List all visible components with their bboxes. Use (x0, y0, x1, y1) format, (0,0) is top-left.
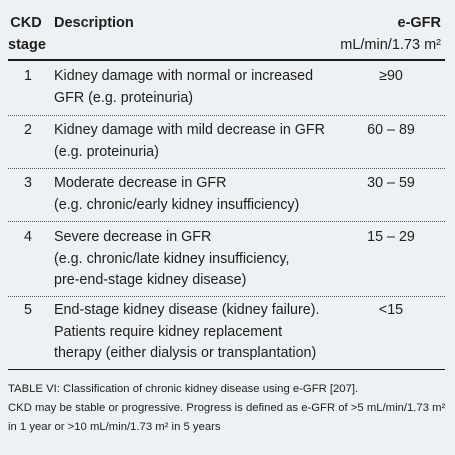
header-gfr-unit: mL/min/1.73 m² (340, 37, 441, 53)
row-divider (8, 221, 445, 222)
row-gfr: 30 – 59 (367, 175, 415, 191)
row-description-line: GFR (e.g. proteinuria) (54, 89, 194, 106)
header-divider (8, 59, 445, 61)
row-divider (8, 115, 445, 116)
row-description-line: Severe decrease in GFR (54, 229, 212, 245)
row-description-line: (e.g. chronic/early kidney insufficiency) (54, 196, 300, 213)
row-description-line: pre-end-stage kidney disease) (54, 272, 247, 288)
row-description (54, 227, 344, 292)
row-gfr: 15 – 29 (367, 229, 415, 245)
row-gfr: <15 (378, 302, 404, 318)
row-description (54, 300, 344, 365)
row-description-line: (e.g. proteinuria) (54, 143, 159, 160)
row-gfr: 60 – 89 (367, 122, 415, 138)
row-description-line: Kidney damage with normal or increased (54, 68, 314, 84)
row-description-line: Moderate decrease in GFR (54, 175, 227, 191)
table-header (0, 0, 455, 58)
row-stage: 1 (24, 68, 32, 84)
row-stage: 2 (24, 122, 32, 138)
row-divider (8, 168, 445, 169)
row-description-line: therapy (either dialysis or transplantation) (54, 345, 317, 361)
header-stage-line2: stage (8, 37, 46, 53)
row-description (54, 120, 344, 163)
header-gfr (340, 12, 441, 56)
row-gfr: ≥90 (379, 68, 403, 84)
row-stage: 5 (24, 302, 32, 318)
row-description-line: (e.g. chronic/late kidney insufficiency, (54, 250, 290, 267)
header-description: Description (54, 15, 134, 31)
table-bottom-rule (8, 369, 445, 370)
row-divider (8, 296, 445, 297)
row-description-line: End-stage kidney disease (kidney failure). (54, 302, 320, 318)
header-stage (8, 12, 44, 56)
header-stage-line1: CKD (10, 15, 42, 31)
header-gfr-line1: e-GFR (397, 15, 441, 31)
table-caption (8, 380, 448, 437)
row-description (54, 173, 344, 216)
caption-note: CKD may be stable or progressive. Progress is defined as e-GFR of >5 mL/min/1.73 m² in 1 year or >10 mL/min/1.73 m² in 5 years (8, 402, 446, 433)
row-description-line: Patients require kidney replacement (54, 323, 283, 340)
row-stage: 3 (24, 175, 32, 191)
row-description-line: Kidney damage with mild decrease in GFR (54, 122, 325, 138)
row-description (54, 66, 344, 109)
caption-title: TABLE VI: Classification of chronic kidney disease using e-GFR [207]. (8, 383, 359, 395)
row-stage: 4 (24, 229, 32, 245)
